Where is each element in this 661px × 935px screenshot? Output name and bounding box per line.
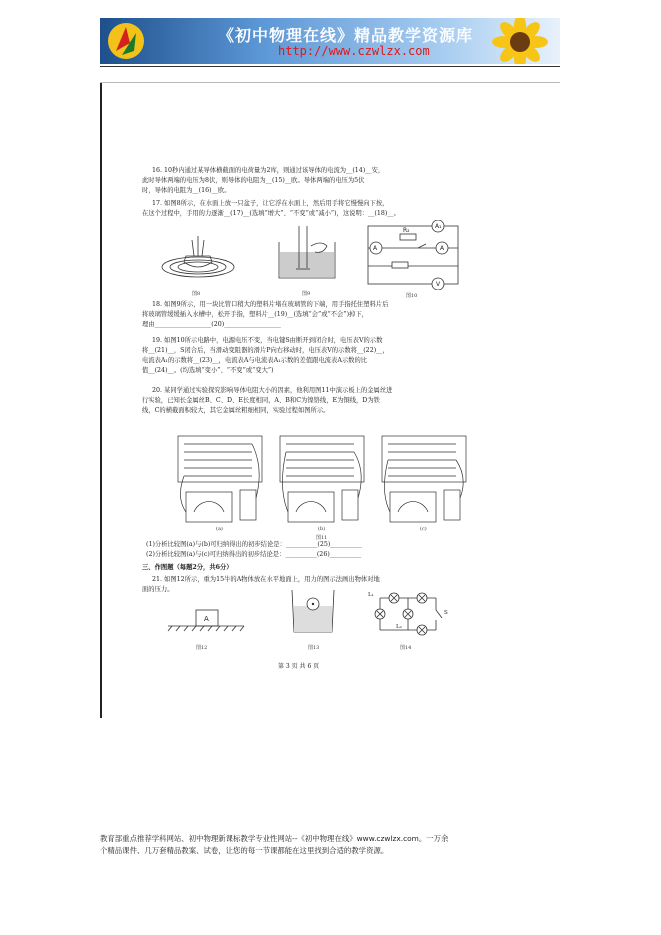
banner-url[interactable]: http://www.czwlzx.com [278, 44, 430, 58]
banner-title: 《初中物理在线》精品教学资源库 [218, 26, 474, 45]
fig13-caption: 图13 [308, 645, 320, 651]
sunflower-icon [480, 18, 560, 64]
fig12-block-label: A [204, 615, 209, 623]
fig10-meter-a1: A₁ [435, 223, 442, 230]
fig12-caption: 图12 [196, 645, 208, 651]
q18-line1: 18. 如图9所示，用一块比管口稍大的塑料片堵在玻璃管的下端，用手指托住塑料片后 [152, 301, 389, 308]
fig11-sub-c: (c) [420, 526, 427, 532]
q21-line1: 21. 如图12所示，重为15牛的A物体放在水平地面上，用力的图示法画出物体对地 [152, 576, 380, 583]
site-logo-icon [106, 21, 146, 61]
fig10-caption: 图10 [406, 293, 418, 299]
q16-line3: 时，导体的电阻为__(16)__欧。 [142, 187, 231, 194]
q19-line1: 19. 如图10所示电路中，电源电压不变，当电键S由断开到闭合时，电压表V的示数 [152, 337, 383, 344]
fig9-tube-diagram [275, 222, 339, 286]
fig14-circuit-diagram [366, 588, 456, 642]
fig14-caption: 图14 [400, 645, 412, 651]
q19-line4: 值__(24)__。(均选填“变小”、“不变”或“变大”) [142, 367, 274, 374]
fig11-sub-a: (a) [216, 526, 223, 532]
fig11-experiment-diagram [172, 428, 472, 538]
fig10-r2-label: R₂ [403, 227, 410, 234]
fig11-board-a [178, 436, 262, 522]
q19-line2: 将__(21)__，S闭合后，当滑动变阻器的滑片P向右移动时，电压表V的示数将__(22)__， [142, 347, 389, 354]
section3-heading: 三、作图题（每题2分，共6分） [142, 564, 233, 571]
q17-line2: 在这个过程中，手用的力逐渐__(17)__(选填“增大”、“不变”或“减小”)，这说明：__(18)__。 [142, 210, 400, 217]
fig13-beaker-diagram [286, 586, 340, 636]
fig11-board-c [382, 436, 466, 522]
fig11-sub-b: (b) [318, 526, 326, 532]
q20-answer1: (1)分析比较图(a)与(b)可归纳得出的初步结论是：__________(25)__________ [146, 541, 362, 548]
q20-line1: 20. 某同学通过实验探究影响导体电阻大小的因素，他利用图11中演示板上的金属丝进 [152, 387, 393, 394]
site-banner [100, 18, 560, 64]
fig14-l1: L₁ [368, 592, 374, 598]
footer-line2: 个精品课件、几万套精品教案、试卷，让您的每一节课都能在这里找到合适的教学资源。 [100, 846, 389, 855]
fig8-caption: 图8 [192, 291, 201, 297]
fig14-s: S [444, 610, 448, 616]
q19-line3: 电流表A₁的示数将__(23)__，电流表A与电流表A₁示数的差值跟电流表A示数的比 [142, 357, 368, 364]
q21-line2: 面的压力。 [142, 586, 174, 593]
q17-line1: 17. 如图8所示，在水面上放一只盆子，让它浮在水面上，然后用手将它慢慢向下按， [152, 200, 389, 207]
fig11-caption: 图11 [316, 535, 328, 541]
q16-line1: 16. 10秒内通过某导体横截面的电荷量为2库，则通过该导体的电流为__(14)__安， [152, 167, 385, 174]
footer-note [100, 833, 562, 857]
banner-rule [100, 66, 560, 67]
fig11-board-b [280, 436, 364, 522]
fig10-meter-a: A [373, 245, 378, 252]
fig9-caption: 图9 [302, 291, 311, 297]
fig8-basin-diagram [158, 222, 238, 286]
fig10-meter-a-right: A [440, 245, 445, 252]
q20-line3: 线，C的横截面积较大，其它金属丝粗细相同，实验过程如图所示。 [142, 407, 330, 414]
fig12-block-diagram [166, 604, 246, 634]
scan-edge [100, 82, 102, 718]
q18-line2: 将玻璃管缓缓插入水槽中，松开手指，塑料片__(19)__(选填“会”或“不会”)掉下， [142, 311, 368, 318]
scanned-exam-page [100, 82, 560, 718]
footer-line1: 教育部重点推荐学科网站、初中物理新课标教学专业性网站--《初中物理在线》www.czwlzx.com。一万余 [100, 834, 449, 843]
fig10-meter-v: V [436, 281, 441, 288]
fig14-l2: L₂ [396, 624, 402, 630]
q20-line2: 行实验，已知长金属丝B、C、D、E长度相同，A、B和C为镍铬线，E为铜线，D为铁 [142, 397, 380, 404]
page-number: 第 3 页 共 6 页 [278, 663, 320, 670]
q20-answer2: (2)分析比较图(a)与(c)可归纳得出的初步结论是：__________(26)__________ [146, 551, 362, 558]
q18-line3: 理由__________________(20)__________________ [142, 321, 281, 328]
fig10-circuit-diagram [358, 220, 468, 290]
scan-edge-top [100, 82, 560, 83]
q16-line2: 此时导体两端的电压为8伏，则导体的电阻为__(15)__欧。导体两端的电压为5伏 [142, 177, 365, 184]
